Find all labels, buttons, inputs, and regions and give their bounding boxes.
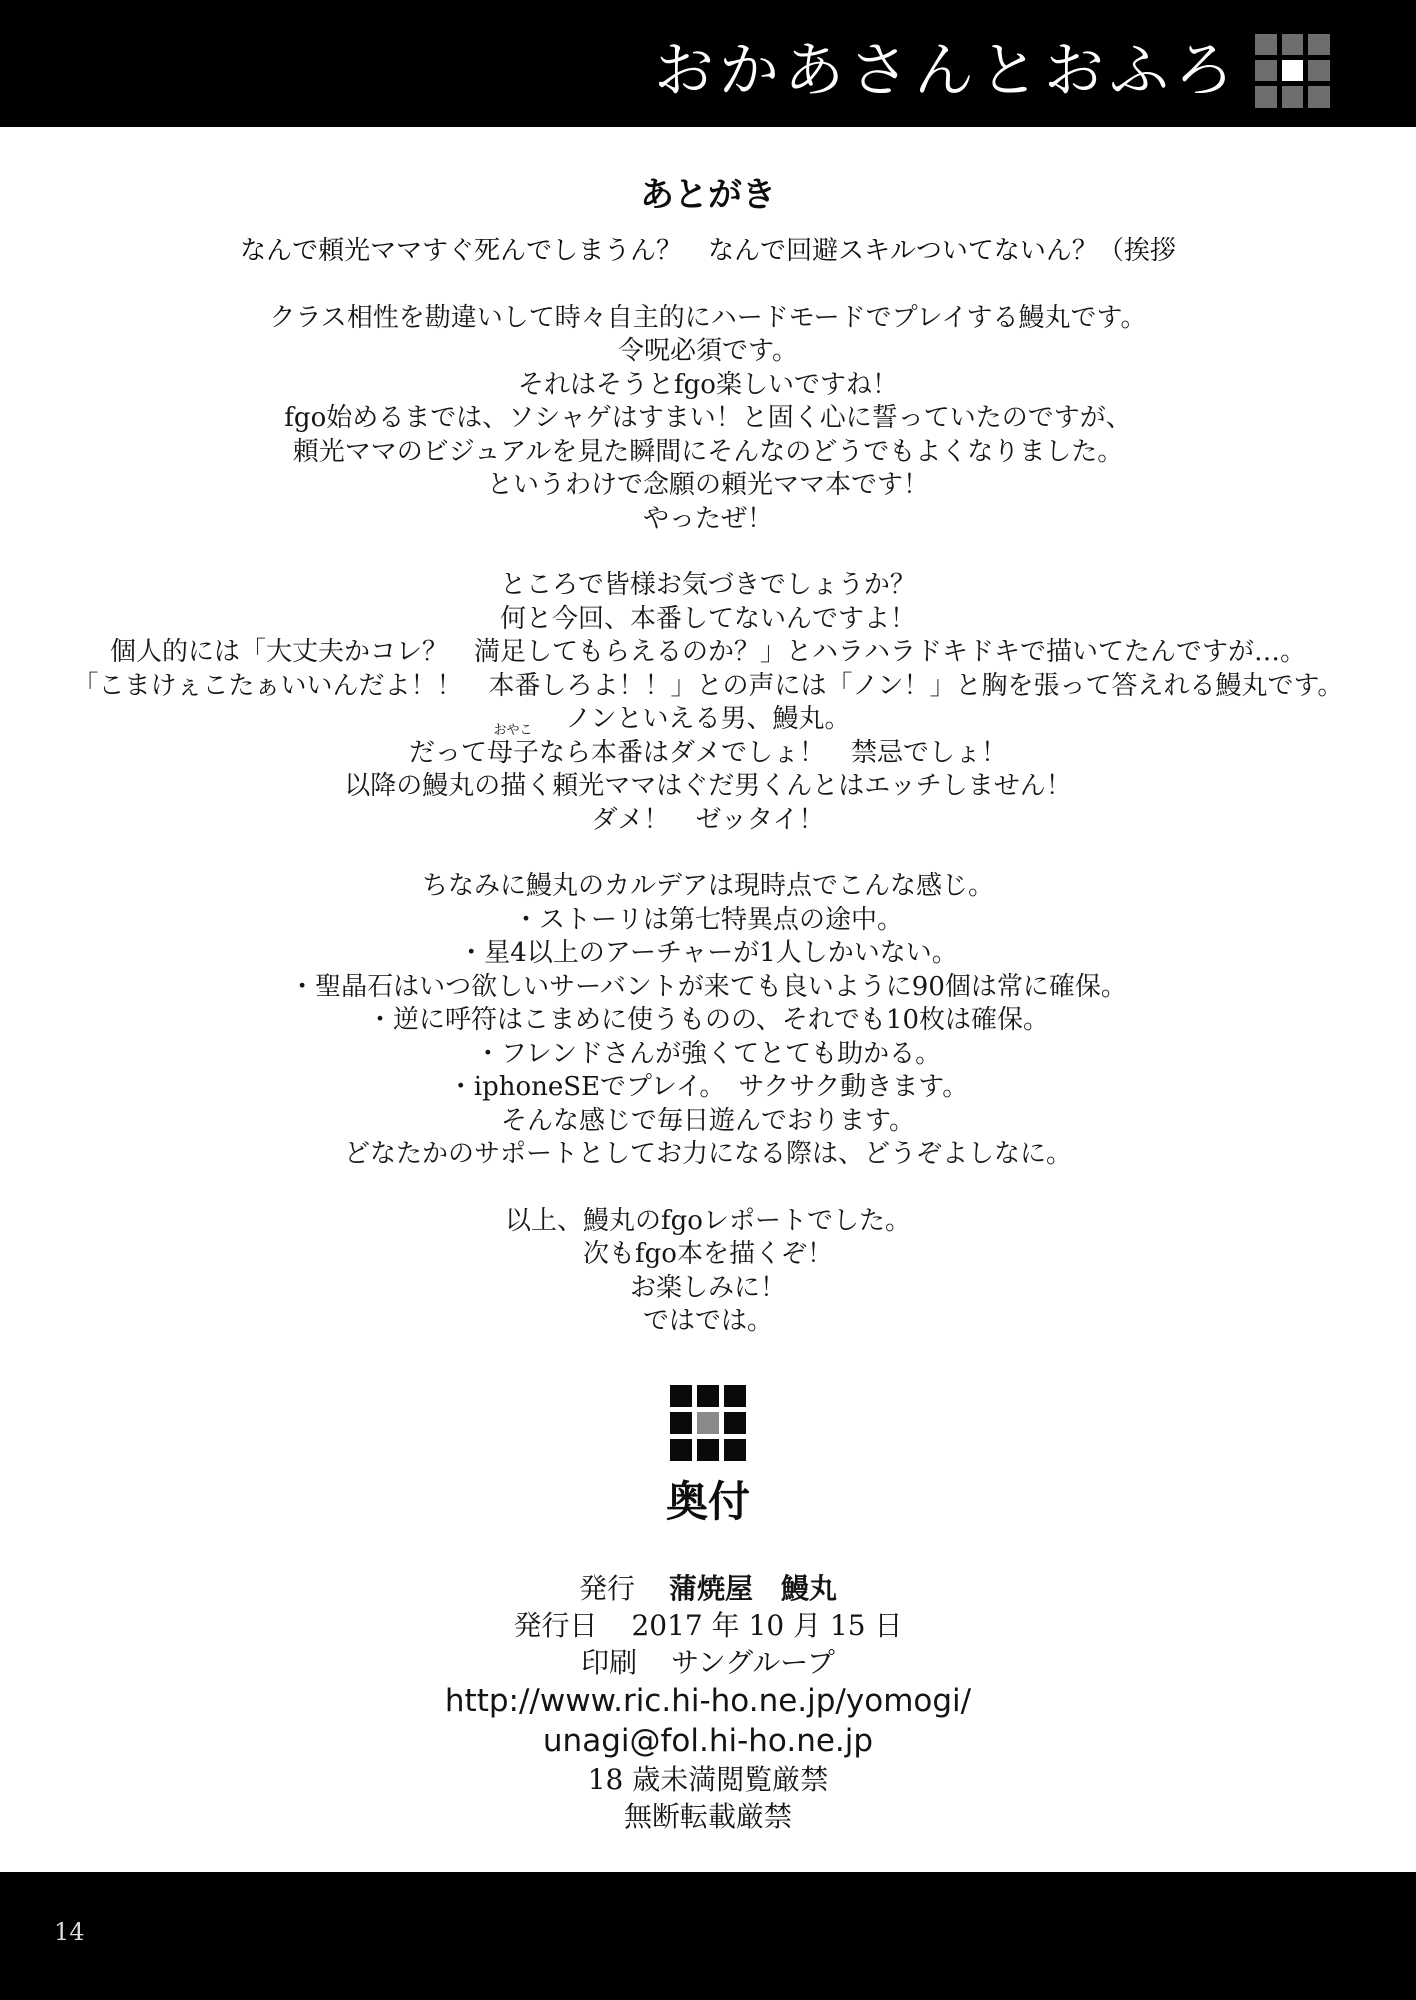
grid-cell <box>1308 86 1330 107</box>
ruby-group <box>486 722 539 771</box>
grid-cell <box>670 1439 692 1461</box>
ruby-base-text: 母子 <box>486 737 539 768</box>
ruby-post-text: なら本番はダメでしょ！ 禁忌でしょ！ <box>539 737 1008 768</box>
bullet-line: ・聖晶石はいつ欲しいサーバントが来ても良いように90個は常に確保。 <box>289 971 1127 1002</box>
printer-line <box>0 1644 1416 1681</box>
afterword-paragraph-4 <box>0 1205 1416 1339</box>
publisher-label: 発行 <box>578 1572 635 1605</box>
grid-cell <box>1255 60 1277 81</box>
publisher-line <box>0 1570 1416 1607</box>
text-line: お楽しみに！ <box>629 1272 786 1303</box>
text-line: 何と今回、本番してないんですよ！ <box>499 603 916 634</box>
grid-cell <box>1282 86 1304 107</box>
bullet-line: ・星4以上のアーチャーが1人しかいない。 <box>458 938 958 968</box>
ruby-annotation: おやこ <box>493 722 533 738</box>
grid-cell <box>670 1412 692 1434</box>
text-line: それはそうとfgo楽しいですね！ <box>518 369 898 400</box>
bullet-line: ・iphoneSEでプレイ。 サクサク動きます。 <box>447 1072 969 1102</box>
afterword-paragraph-1 <box>0 302 1416 537</box>
greeting-line: なんで頼光ママすぐ死んでしまうん？ なんで回避スキルついてないん？（挨拶 <box>240 236 1176 266</box>
page-number: 14 <box>54 1918 85 1946</box>
website-url: http://www.ric.hi-ho.ne.jp/yomogi/ <box>444 1683 972 1719</box>
grid-cell <box>670 1385 692 1407</box>
text-line: ではでは。 <box>642 1306 773 1336</box>
no-reprint-notice: 無断転載厳禁 <box>623 1800 792 1833</box>
footer-bar <box>0 1872 1416 2000</box>
text-line: やったぜ！ <box>642 503 773 534</box>
printer-label: 印刷 <box>581 1646 638 1679</box>
publisher-name: 蒲焼屋 鰻丸 <box>669 1572 838 1605</box>
grid-cell <box>1308 60 1330 81</box>
text-line: そんな感じで毎日遊んでおります。 <box>501 1105 915 1136</box>
grid-cell-highlight <box>697 1412 719 1434</box>
text-line: 頼光ママのビジュアルを見た瞬間にそんなのどうでもよくなりました。 <box>292 436 1124 467</box>
book-title: おかあさんとおふろ <box>654 35 1239 106</box>
grid-cell <box>1308 34 1330 55</box>
afterword-paragraph-3 <box>0 870 1416 1172</box>
afterword-heading: あとがき <box>640 175 776 215</box>
text-line: どなたかのサポートとしてお力になる際は、どうぞよしなに。 <box>343 1139 1072 1169</box>
grid-cell <box>724 1385 746 1407</box>
printer-name: サングループ <box>671 1646 835 1679</box>
afterword-section <box>0 174 1416 1339</box>
text-line: 以上、鰻丸のfgoレポートでした。 <box>505 1205 911 1236</box>
grid-cell <box>724 1412 746 1434</box>
bullet-line: ・ストーリは第七特異点の途中。 <box>512 904 903 935</box>
text-line: ところで皆様お気づきでしょうか？ <box>500 570 916 600</box>
header-bar <box>0 0 1416 127</box>
publish-date-label: 発行日 <box>513 1609 598 1642</box>
afterword-paragraph-2 <box>0 569 1416 837</box>
text-line: fgo始めるまでは、ソシャゲはすまい！と固く心に誓っていたのですが、 <box>284 403 1132 433</box>
grid-cell-highlight <box>1282 60 1304 81</box>
ruby-pre-text: だって <box>408 737 487 768</box>
text-line: というわけで念願の頼光ママ本です！ <box>486 470 929 500</box>
text-line-with-ruby <box>0 722 1416 771</box>
grid-cell <box>1282 34 1304 55</box>
age-restriction-notice: 18 歳未満閲覧厳禁 <box>587 1763 829 1796</box>
brand-grid-icon <box>1255 34 1330 108</box>
text-line: 次もfgo本を描くぞ！ <box>583 1239 833 1269</box>
text-line: 「こまけぇこたぁいいんだよ！！ 本番しろよ！！」との声には「ノン！」と胸を張って答えれる鰻丸です。 <box>72 670 1344 701</box>
grid-cell <box>724 1439 746 1461</box>
text-line: ノンといえる男、鰻丸。 <box>565 704 851 734</box>
text-line: クラス相性を勘違いして時々自主的にハードモードでプレイする鰻丸です。 <box>269 302 1147 333</box>
colophon-section <box>0 1570 1416 1835</box>
text-line: 以降の鰻丸の描く頼光ママはぐだ男くんとはエッチしません！ <box>344 771 1072 801</box>
colophon-grid-icon <box>670 1385 746 1461</box>
publish-date-line <box>0 1607 1416 1644</box>
grid-cell <box>697 1385 719 1407</box>
grid-cell <box>1255 34 1277 55</box>
grid-cell <box>697 1439 719 1461</box>
text-line: 令呪必須です。 <box>618 336 798 366</box>
grid-cell <box>1255 86 1277 107</box>
text-line: ちなみに鰻丸のカルデアは現時点でこんな感じ。 <box>421 871 994 901</box>
contact-email: unagi@fol.hi-ho.ne.jp <box>542 1723 874 1759</box>
bullet-line: ・フレンドさんが強くてとても助かる。 <box>474 1038 942 1069</box>
text-line: ダメ！ ゼッタイ！ <box>591 804 825 835</box>
text-line: 個人的には「大丈夫かコレ？ 満足してもらえるのか？」とハラハラドキドキで描いてたんですが…。 <box>109 637 1306 667</box>
bullet-line: ・逆に呼符はこまめに使うものの、それでも10枚は確保。 <box>366 1005 1050 1035</box>
publish-date: 2017 年 10 月 15 日 <box>631 1609 903 1642</box>
colophon-heading: 奥付 <box>665 1477 750 1526</box>
